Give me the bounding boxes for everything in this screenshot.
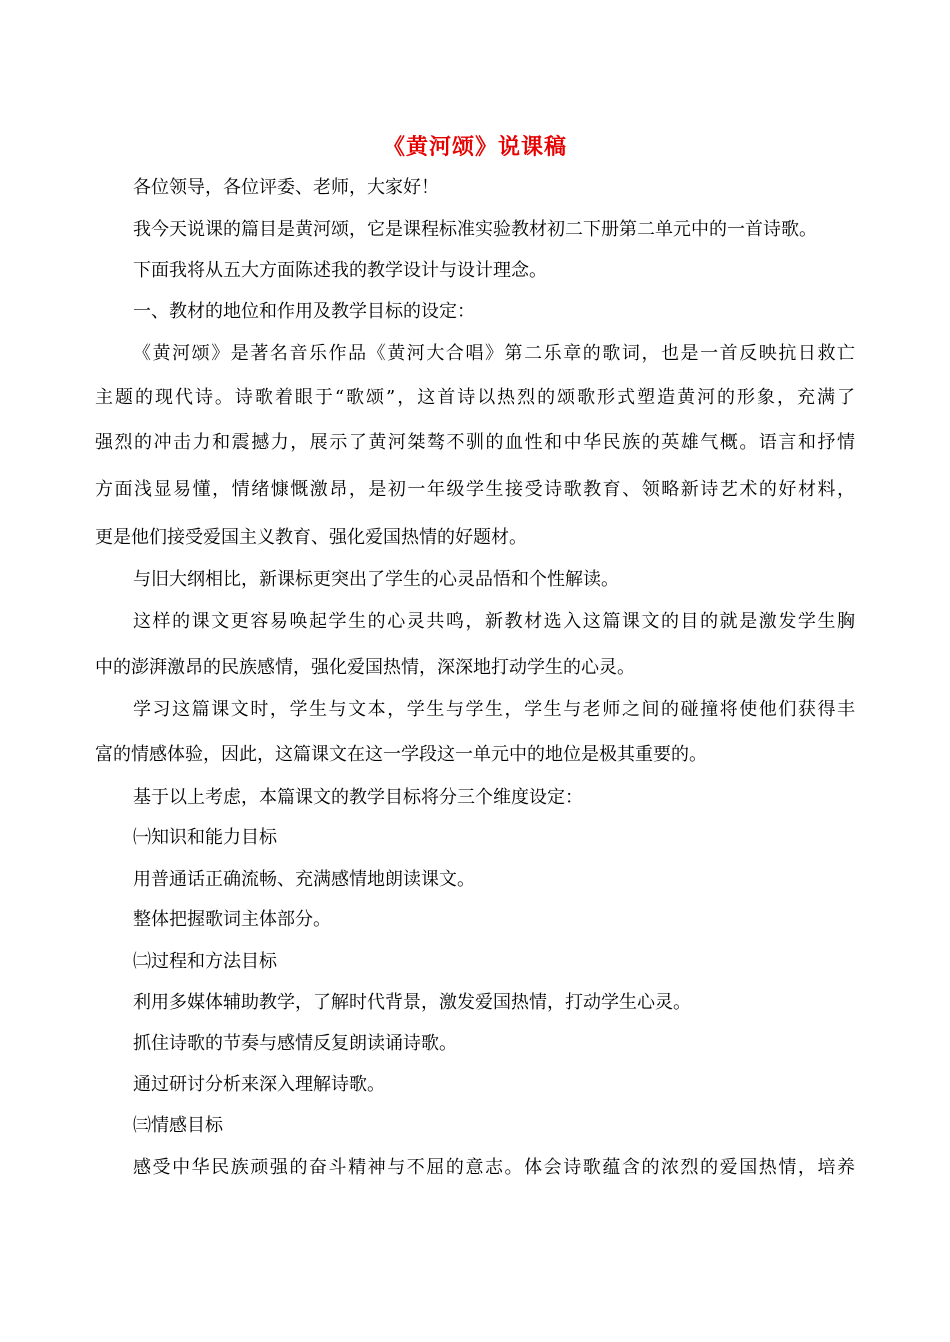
body-line: 感受中华民族顽强的奋斗精神与不屈的意志。体会诗歌蕴含的浓烈的爱国热情，培养 <box>133 1157 855 1178</box>
body-line: 方面浅显易懂，情绪慷慨激昂，是初一年级学生接受诗歌教育、领略新诗艺术的好材料， <box>95 479 855 500</box>
body-line: 一、教材的地位和作用及教学目标的设定： <box>133 301 475 322</box>
body-line: 中的澎湃激昂的民族感情，强化爱国热情，深深地打动学生的心灵。 <box>95 657 635 678</box>
body-line: 利用多媒体辅助教学，了解时代背景，激发爱国热情，打动学生心灵。 <box>133 992 691 1013</box>
body-line: 用普通话正确流畅、充满感情地朗读课文。 <box>133 869 475 890</box>
section-heading: ㈢情感目标 <box>133 1115 223 1136</box>
body-line: 通过研讨分析来深入理解诗歌。 <box>133 1074 385 1095</box>
section-heading: ㈡过程和方法目标 <box>133 951 277 972</box>
body-line: 下面我将从五大方面陈述我的教学设计与设计理念。 <box>133 260 547 281</box>
body-line: 《黄河颂》是著名音乐作品《黄河大合唱》第二乐章的歌词，也是一首反映抗日救亡 <box>133 343 855 364</box>
section-heading: ㈠知识和能力目标 <box>133 827 277 848</box>
body-line: 学习这篇课文时，学生与文本，学生与学生，学生与老师之间的碰撞将使他们获得丰 <box>133 699 855 720</box>
body-line: 更是他们接受爱国主义教育、强化爱国热情的好题材。 <box>95 527 527 548</box>
body-line: 与旧大纲相比，新课标更突出了学生的心灵品悟和个性解读。 <box>133 569 619 590</box>
body-line: 整体把握歌词主体部分。 <box>133 909 331 930</box>
body-line: 这样的课文更容易唤起学生的心灵共鸣，新教材选入这篇课文的目的就是激发学生胸 <box>133 611 855 632</box>
body-line: 强烈的冲击力和震撼力，展示了黄河桀骜不驯的血性和中华民族的英雄气概。语言和抒情 <box>95 432 855 453</box>
body-line: 基于以上考虑，本篇课文的教学目标将分三个维度设定： <box>133 787 583 808</box>
document-title: 《黄河颂》说课稿 <box>382 135 567 160</box>
body-line: 我今天说课的篇目是黄河颂，它是课程标准实验教材初二下册第二单元中的一首诗歌。 <box>133 219 817 240</box>
body-line: 主题的现代诗。诗歌着眼于“歌颂”，这首诗以热烈的颂歌形式塑造黄河的形象，充满了 <box>95 387 855 408</box>
body-line: 抓住诗歌的节奏与感情反复朗读诵诗歌。 <box>133 1033 457 1054</box>
body-line: 富的情感体验，因此，这篇课文在这一学段这一单元中的地位是极其重要的。 <box>95 744 707 765</box>
body-line: 各位领导，各位评委、老师，大家好！ <box>133 177 439 198</box>
